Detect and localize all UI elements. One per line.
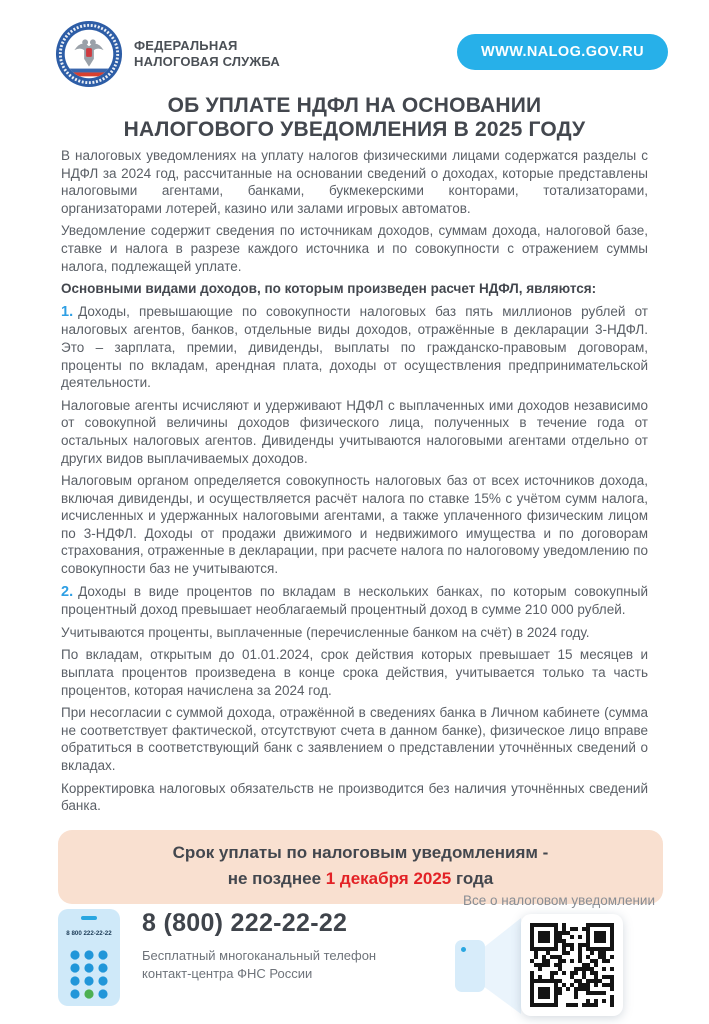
paragraph-intro-1: В налоговых уведомлениях на уплату налогов физическими лицами содержатся разделы с НДФЛ за 2024 год, рассчитанные на основании сведений о доходах, которые представлены налоговыми агентами, банками, букмекерскими конторами, тотализаторами, организаторами лотерей, казино или залами игровых автоматов.	[61, 148, 648, 216]
paragraph-agents: Налоговые агенты исчисляют и удерживают НДФЛ с выплаченных ими доходов независимо от совокупной величины доходов физического лица, полученных в течение года от остальных налоговых агентов. Дивиденды учитываются налоговыми агентами отдельно от других видов выплачиваемых доходов.	[61, 397, 648, 466]
paragraph-intro-2: Уведомление содержит сведения по источникам доходов, суммам дохода, налоговой базе, ставке и налога в разрезе каждого источника и по совокупности с отражением суммы налога, подлежащей уплате.	[61, 223, 648, 274]
item-2-number: 2.	[61, 583, 74, 600]
deadline-line2	[58, 866, 663, 892]
paragraph-dispute: При несогласии с суммой дохода, отражённой в сведениях банка в Личном кабинете (сумма не соответствует фактической, отсутствуют счета в данном банке), физическое лицо вправе обратиться в соответствующий банк с заявлением о представлении уточнённых сведений о вкладах.	[61, 705, 648, 773]
mini-phone-icon	[455, 940, 485, 992]
deadline-line1: Срок уплаты по налоговым уведомлениям -	[172, 843, 549, 862]
deadline-suffix: года	[451, 869, 494, 888]
camera-dot-icon	[461, 947, 466, 952]
paragraph-deposits: По вкладам, открытым до 01.01.2024, срок действия которых превышает 15 месяцев и выплата процентов произведена в конце срока действия, учитывается только та часть процентов, которая начислена за 2024 год.	[61, 647, 648, 698]
hotline-number[interactable]: 8 (800) 222-22-22	[142, 909, 348, 937]
body-content	[0, 147, 709, 815]
list-heading: Основными видами доходов, по которым произведен расчет НДФЛ, являются:	[61, 281, 597, 297]
item-1-number: 1.	[61, 303, 74, 320]
org-name-line2: НАЛОГОВАЯ СЛУЖБА	[134, 54, 281, 69]
fns-logo	[55, 20, 280, 88]
qr-illustration	[451, 914, 667, 1018]
paragraph-interest-paid: Учитываются проценты, выплаченные (перечисленные банком на счёт) в 2024 году.	[61, 624, 590, 640]
hotline-caption-line1: Бесплатный многоканальный телефон	[142, 948, 377, 963]
list-item-1	[61, 303, 648, 392]
deadline-prefix: не позднее	[227, 869, 326, 888]
item-2-text: Доходы в виде процентов по вкладам в нескольких банках, по которым совокупный процентный доход превышает необлагаемый процентный доход в сумме 210 000 рублей.	[61, 583, 648, 618]
paragraph-correction: Корректировка налоговых обязательств не производится без наличия уточнённых сведений банка.	[61, 780, 648, 814]
org-name	[134, 38, 280, 88]
item-1-text: Доходы, превышающие по совокупности налоговых баз пять миллионов рублей от налоговых агентов, банков, отдельные виды доходов, отражённые в декларации 3-НДФЛ. Это – зарплата, премии, дивиденды, выплаты по гражданско-правовым договорам, проценты по вкладам, арендная плата, доходы от осуществления предпринимательской деятельности.	[61, 303, 648, 391]
page-title-line2: НАЛОГОВОГО УВЕДОМЛЕНИЯ В 2025 ГОДУ	[123, 118, 586, 141]
phone-screen-text: 8 800 222-22-22	[66, 930, 112, 937]
page-title	[0, 94, 709, 142]
header	[0, 0, 709, 88]
deadline-date: 1 декабря 2025	[325, 869, 452, 888]
contact-group	[58, 893, 376, 1006]
qr-group	[451, 893, 667, 1018]
hotline-caption	[142, 947, 376, 982]
org-name-line1: ФЕДЕРАЛЬНАЯ	[134, 38, 238, 53]
qr-card	[521, 914, 623, 1016]
page-title-line1: ОБ УПЛАТЕ НДФЛ НА ОСНОВАНИИ	[167, 94, 542, 117]
hotline-caption-line2: контакт-центра ФНС России	[142, 965, 313, 981]
paragraph-tax-authority: Налоговым органом определяется совокупность налоговых баз от всех источников дохода, включая дивиденды, и осуществляется расчёт налога по ставке 15% с учётом сумм налога, исчисленных и удержанных налоговыми агентами, а также уплаченного физическим лицом по 3-НДФЛ. Доходы от продажи движимого и недвижимого имущества и по договорам страхования, отраженные в декларации, при расчете налога по налоговому уведомлению по совокупности баз не учитываются.	[61, 473, 648, 577]
qr-code[interactable]	[530, 923, 614, 1007]
contact-text	[142, 909, 376, 1006]
qr-caption: Все о налоговом уведомлении	[462, 893, 656, 908]
website-button[interactable]: WWW.NALOG.GOV.RU	[457, 34, 668, 70]
footer	[58, 893, 667, 1018]
phone-icon	[58, 909, 120, 1006]
list-item-2	[61, 583, 648, 619]
fns-emblem-icon	[55, 20, 123, 88]
speaker-icon	[81, 916, 97, 920]
